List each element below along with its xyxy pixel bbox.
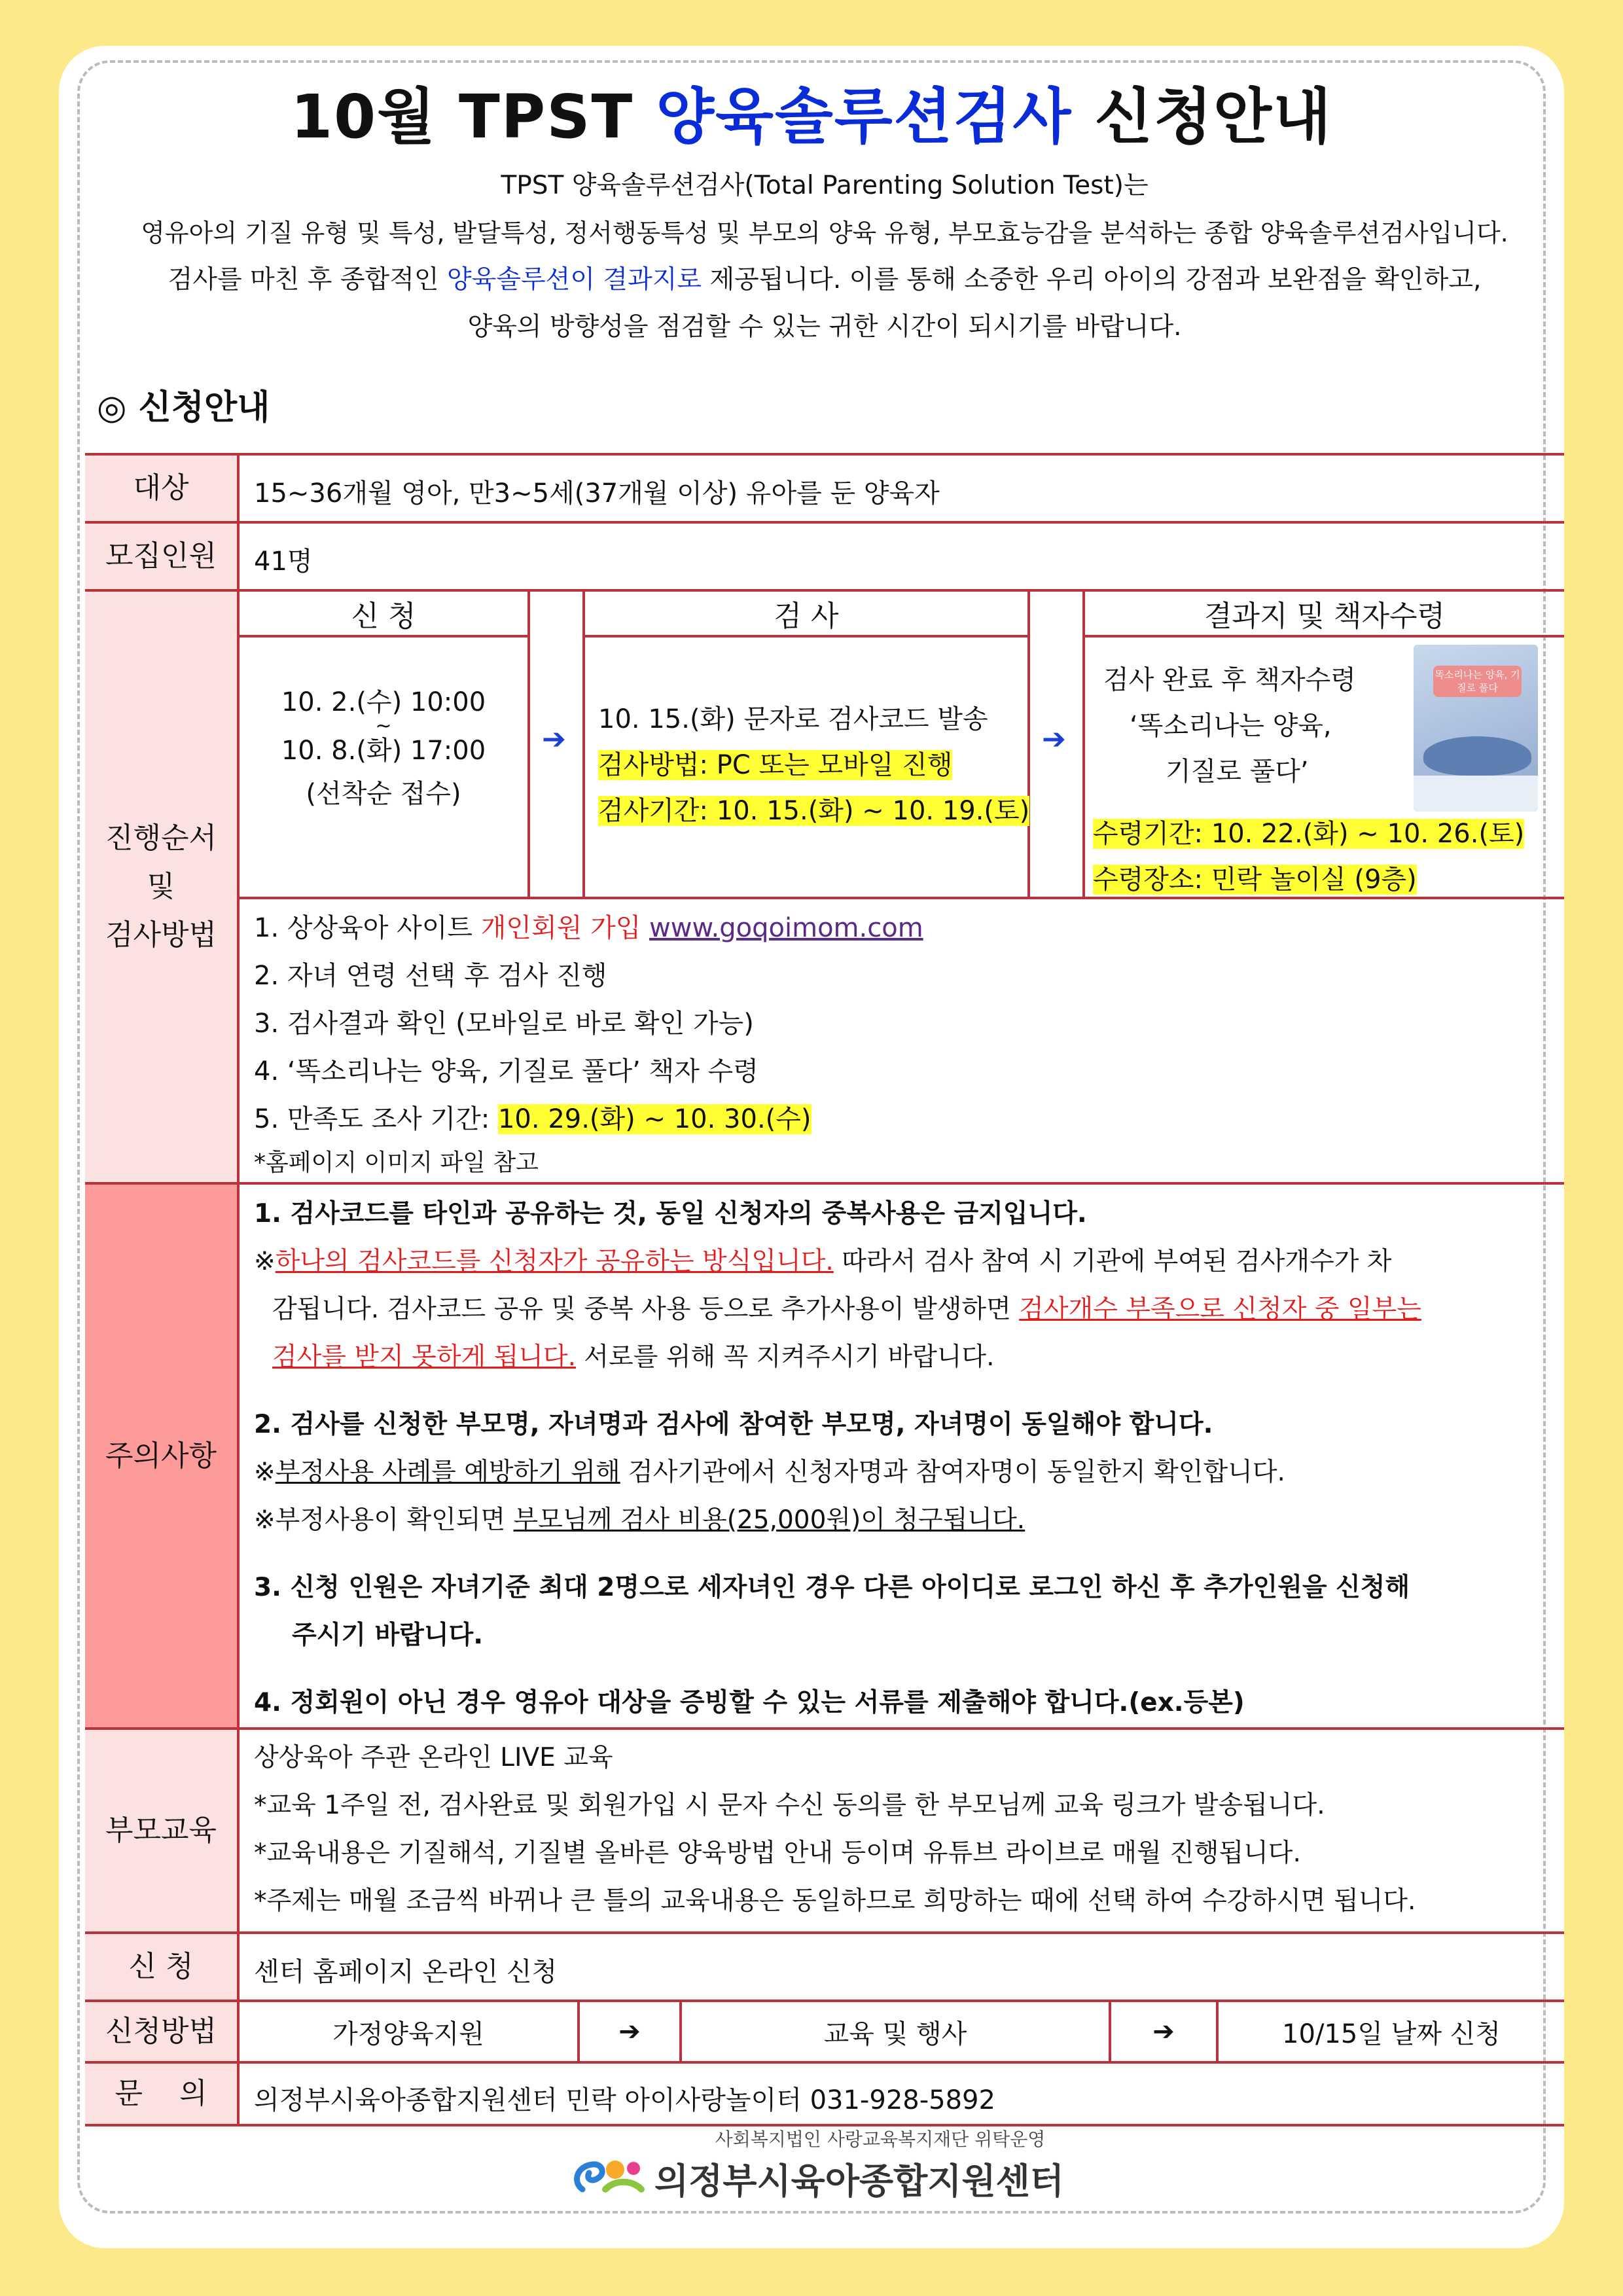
parent-edu-text: 상상육아 주관 온라인 LIVE 교육 *교육 1주일 전, 검사완료 및 회원가입 시 문자 수신 동의를 한 부모님께 교육 링크가 발송됩니다. *교육내용은 기질해석, 기질별 올바른 양육방법 안내 등이며 유튜브 라이브로 매월 진행됩니다. *주제는 매월 조금씩 바뀌나 큰 틀의 교육내용은 동일하므로 희망하는 때에 선택 하여 수강하시면 됩니다. <box>254 1743 1416 1916</box>
gap <box>527 592 585 637</box>
section-heading: ◎ 신청안내 <box>97 388 270 427</box>
row-contact <box>85 2061 1564 2126</box>
row-method <box>85 2000 1564 2061</box>
book-cover-image <box>1414 645 1538 812</box>
wave-decoration <box>1414 776 1538 812</box>
header-result: 결과지 및 책자수령 <box>1085 592 1564 637</box>
label-recruit: 모집인원 <box>85 524 240 589</box>
intro-text: TPST 양육솔루션검사(Total Parenting Solution Test)는 영유아의 기질 유형 및 특성, 발달특성, 정서행동특성 및 부모의 양육 유형, 부모효능감을 분석하는 종합 양육솔루션검사입니다. 검사를 마친 후 종합적인 양육솔루션이 결과지로 제공됩니다. 이를 통해 소중한 우리 아이의 강점과 보완점을 확인하고, 양육의 방향성을 점검할 수 있는 귀한 시간이 되시기를 바랍니다. <box>141 171 1508 342</box>
whale-illustration <box>1423 736 1531 776</box>
label-apply: 신 청 <box>85 1934 240 2000</box>
row-recruit <box>85 521 1564 589</box>
test-info: 10. 15.(화) 문자로 검사코드 발송 검사방법: PC 또는 모바일 진행 검사기간: 10. 15.(화) ~ 10. 19.(토) <box>598 704 1030 826</box>
book-title: 똑소리나는 양육, 기질로 풀다 <box>1433 666 1522 697</box>
result-info: 검사 완료 후 책자수령 ‘똑소리나는 양육, 기질로 풀다’ <box>1103 665 1356 787</box>
method-step-3: 10/15일 날짜 신청 <box>1282 2018 1501 2049</box>
row-apply <box>85 1931 1564 2000</box>
row-process <box>85 589 1564 1182</box>
row-caution <box>85 1182 1564 1727</box>
caution-text: 1. 검사코드를 타인과 공유하는 것, 동일 신청자의 중복사용은 금지입니다. ※하나의 검사코드를 신청자가 공유하는 방식입니다. 따라서 검사 참여 시 기관에 부여된 검사개수가 차 감됩니다. 검사코드 공유 및 중복 사용 등으로 추가사용이 발생하면 검사개수 부족으로 신청자 중 일부는 검사를 받지 못하게 됩니다. 서로를 위해 꼭 지켜주시기 바랍니다. 2. 검사를 신청한 부모명, 자녀명과 검사에 참여한 부모명, 자녀명이 동일해야 합니다. ※부정사용 사례를 예방하기 위해 검사기관에서 신청자명과 참여자명이 동일한지 확인합니다. ※부정사용이 확인되면 부모님께 검사 비용(25,000원)이 청구됩니다. 3. 신청 인원은 자녀기준 최대 2명으로 세자녀인 경우 다른 아이디로 로그인 하신 후 추가인원을 신청해 주시기 바랍니다. 4. 정회원이 아닌 경우 영유아 대상을 증빙할 수 있는 서류를 제출해야 합니다.(ex.등본) <box>254 1199 1421 1717</box>
page-title: 10월 TPST 양육솔루션검사 신청안내 <box>291 82 1332 152</box>
label-caution: 주의사항 <box>85 1185 240 1727</box>
divider <box>527 592 530 899</box>
arrow-icon: ➔ <box>580 2002 682 2061</box>
arrow-icon: ➔ <box>1042 723 1066 756</box>
arrow-icon: ➔ <box>1111 2002 1219 2061</box>
divider <box>582 592 585 899</box>
contact-value: 의정부시육아종합지원센터 민락 아이사랑놀이터 031-928-5892 <box>254 2085 995 2115</box>
target-value: 15~36개월 영아, 만3~5세(37개월 이상) 유아를 둔 양육자 <box>254 478 940 509</box>
label-contact: 문 의 <box>85 2064 240 2124</box>
apply-value: 센터 홈페이지 온라인 신청 <box>254 1957 558 1987</box>
footer-operator: 사회복지법인 사랑교육복지재단 위탁운영 <box>715 2128 1046 2150</box>
apply-dates: 10. 2.(수) 10:00 ~ 10. 8.(화) 17:00 (선착순 접수) <box>281 687 486 809</box>
process-steps: 1. 상상육아 사이트 개인회원 가입 www.goqoimom.com 2. 자녀 연령 선택 후 검사 진행 3. 검사결과 확인 (모바일로 바로 확인 가능) 4. ‘똑소리나는 양육, 기질로 풀다’ 책자 수령 5. 만족도 조사 기간: 10. 29.(화) ~ 10. 30.(수) *홈페이지 이미지 파일 참고 <box>254 913 923 1176</box>
site-link[interactable]: www.goqoimom.com <box>649 913 923 943</box>
process-grid <box>240 592 1564 899</box>
center-logo-icon <box>569 2150 648 2202</box>
result-dates: 수령기간: 10. 22.(화) ~ 10. 26.(토) 수령장소: 민락 놀이실 (9층) <box>1093 819 1525 895</box>
footer-center-name: 의정부시육아종합지원센터 <box>654 2161 1064 2202</box>
method-step-1: 가정양육지원 <box>240 2002 580 2061</box>
recruit-value: 41명 <box>254 547 313 577</box>
row-target <box>85 453 1564 521</box>
row-parent-edu <box>85 1727 1564 1931</box>
label-parent-edu: 부모교육 <box>85 1730 240 1931</box>
header-apply: 신 청 <box>240 592 527 637</box>
divider <box>1082 592 1085 899</box>
label-target: 대상 <box>85 456 240 521</box>
header-test: 검 사 <box>585 592 1027 637</box>
method-step-2: 교육 및 행사 <box>682 2002 1111 2061</box>
label-process: 진행순서 및 검사방법 <box>85 592 240 1182</box>
label-method: 신청방법 <box>85 2002 240 2061</box>
arrow-icon: ➔ <box>542 723 566 756</box>
